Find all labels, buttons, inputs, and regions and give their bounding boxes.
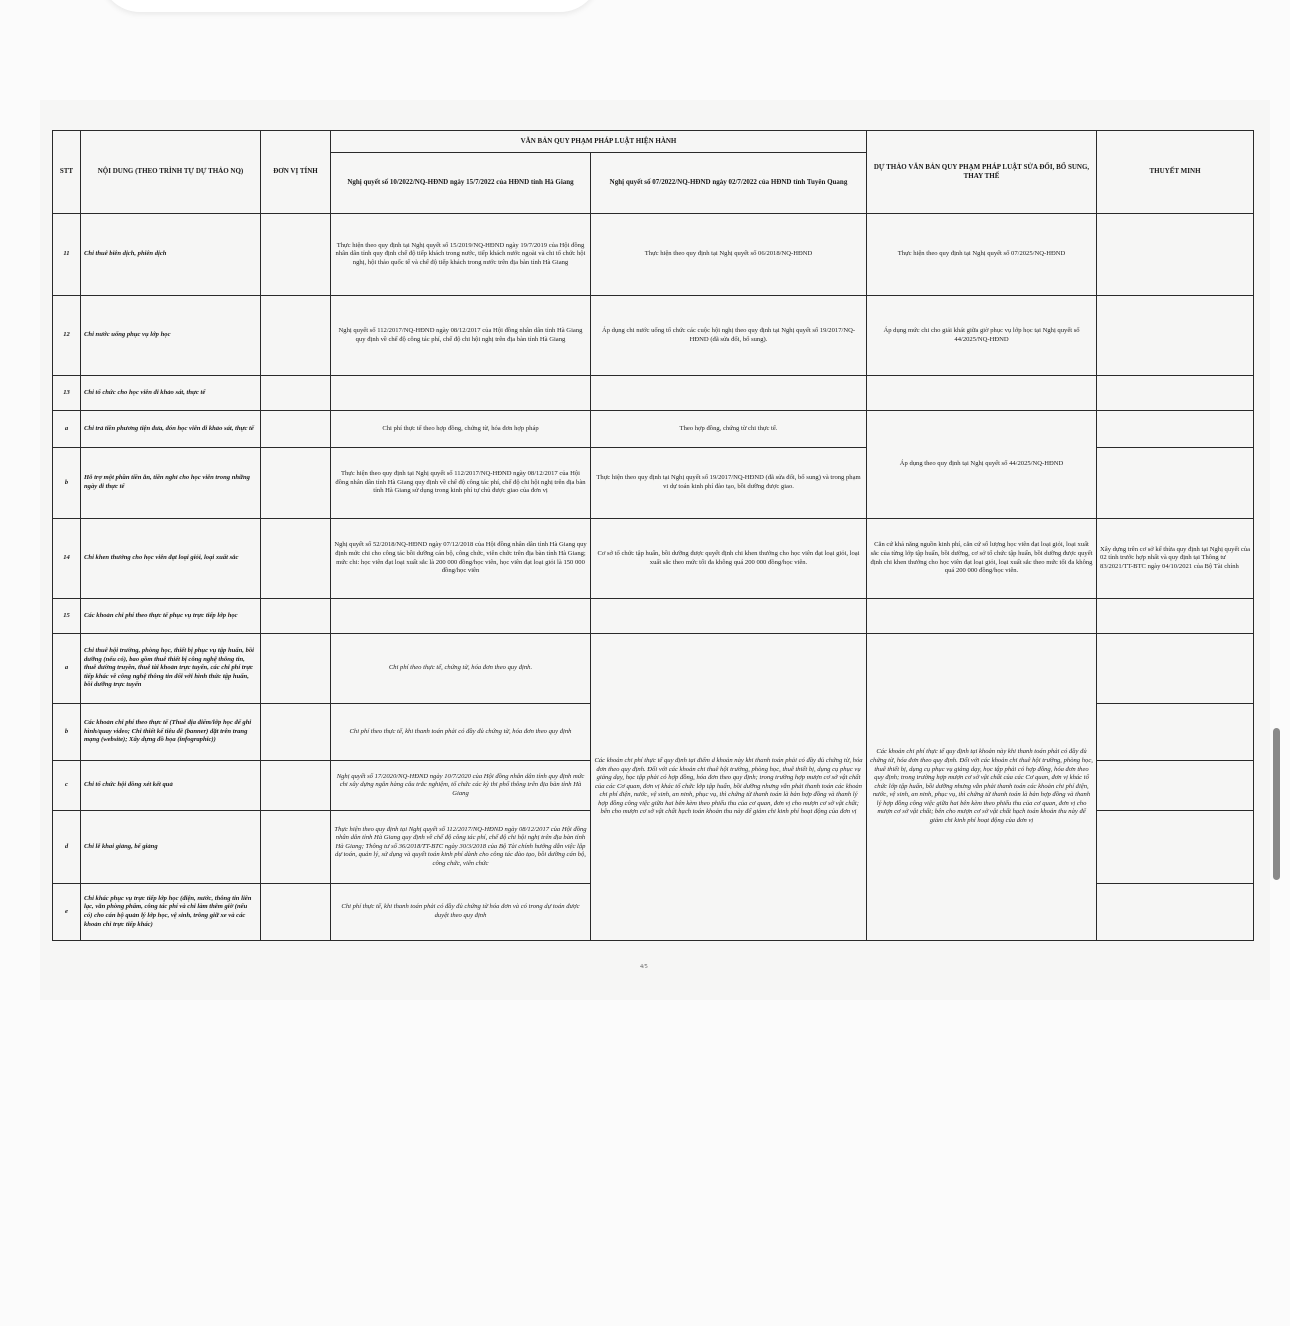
thuyet-minh bbox=[1097, 214, 1254, 296]
table-row bbox=[53, 296, 1254, 376]
header-stt: STT bbox=[53, 131, 81, 214]
ha-giang: Nghị quyết số 17/2020/NQ-HĐND ngày 10/7/2020 của Hội đồng nhân dân tỉnh quy định mức chi xây dựng ngân hàng câu trắc nghiệm, tổ chức các kỳ thi phổ thông trên địa bàn tỉnh Hà Giang bbox=[331, 761, 591, 811]
ha-giang: Chi phí theo thực tế, chứng từ, hóa đơn theo quy định. bbox=[331, 634, 591, 704]
don-vi bbox=[261, 296, 331, 376]
thuyet-minh bbox=[1097, 376, 1254, 411]
thuyet-minh bbox=[1097, 704, 1254, 761]
don-vi bbox=[261, 214, 331, 296]
don-vi bbox=[261, 519, 331, 599]
don-vi bbox=[261, 411, 331, 448]
stt: 13 bbox=[53, 376, 81, 411]
tuyen-quang: Thực hiện theo quy định tại Nghị quyết số 06/2018/NQ-HĐND bbox=[591, 214, 867, 296]
thuyet-minh bbox=[1097, 411, 1254, 448]
du-thao bbox=[867, 376, 1097, 411]
ha-giang: Nghị quyết số 52/2018/NQ-HĐND ngày 07/12/2018 của Hội đồng nhân dân tỉnh Hà Giang quy định mức chi cho công tác bồi dưỡng cán bộ, công chức, viên chức trên địa bàn tỉnh Hà Giang; mức chi: học viên đạt loại xuất sắc là 200 000 đồng/học viên, học viên đạt loại giỏi là 150 000 đồng/học viên bbox=[331, 519, 591, 599]
scrollbar[interactable] bbox=[1273, 728, 1280, 880]
tuyen-quang: Áp dụng chi nước uống tổ chức các cuộc hội nghị theo quy định tại Nghị quyết số 19/2017/NQ-HĐND (đã sửa đổi, bổ sung). bbox=[591, 296, 867, 376]
stt: d bbox=[53, 811, 81, 884]
noi-dung: Các khoản chi phí theo thực tế (Thuê địa điểm/lớp học để ghi hình/quay video; Chi thiết kế tiêu đề (banner) đặt trên trang mạng (website); Xây dựng đồ họa (infographic)) bbox=[81, 704, 261, 761]
ha-giang bbox=[331, 599, 591, 634]
ha-giang: Chi phí thực tế theo hợp đồng, chứng từ, hóa đơn hợp pháp bbox=[331, 411, 591, 448]
stt: b bbox=[53, 704, 81, 761]
table-row bbox=[53, 411, 1254, 448]
comparison-table bbox=[52, 130, 1254, 941]
du-thao bbox=[867, 599, 1097, 634]
top-overlay bbox=[100, 0, 600, 12]
stt: a bbox=[53, 634, 81, 704]
tuyen-quang: Theo hợp đồng, chứng từ chi thực tế. bbox=[591, 411, 867, 448]
du-thao: Thực hiện theo quy định tại Nghị quyết số 07/2025/NQ-HĐND bbox=[867, 214, 1097, 296]
don-vi bbox=[261, 884, 331, 941]
ha-giang: Chi phí theo thực tế, khi thanh toán phải có đầy đủ chứng từ, hóa đơn theo quy định bbox=[331, 704, 591, 761]
header-tuyen-quang: Nghị quyết số 07/2022/NQ-HĐND ngày 02/7/2022 của HĐND tỉnh Tuyên Quang bbox=[591, 153, 867, 214]
du-thao: Các khoản chi phí thực tế quy định tại khoản này khi thanh toán phải có đầy đủ chứng từ, hóa đơn theo quy định. Đối với các khoản chi thuê hội trường, phòng học, thuê thiết bị, dụng cụ phục vụ giảng dạy, học tập phải có hợp đồng, hóa đơn theo quy định; trong trường hợp mượn cơ sở vật chất của các Cơ quan, đơn vị khác tổ chức lớp tập huấn, bồi dưỡng nhưng vẫn phải thanh toán các khoản chi phí điện, nước, vệ sinh, an ninh, phục vụ, thì chứng từ thanh toán là bản hợp đồng và thanh lý hợp đồng công việc giữa hai bên kèm theo phiếu thu của cơ quan, đơn vị cho mượn cơ sở vật chất; bên cho mượn cơ sở vật chất hạch toán khoản thu này để giảm chi kinh phí hoạt động của đơn vị bbox=[867, 634, 1097, 941]
don-vi bbox=[261, 761, 331, 811]
thuyet-minh bbox=[1097, 599, 1254, 634]
don-vi bbox=[261, 376, 331, 411]
header-van-ban: VĂN BẢN QUY PHẠM PHÁP LUẬT HIỆN HÀNH bbox=[331, 131, 867, 153]
stt: b bbox=[53, 448, 81, 519]
noi-dung: Chi tổ chức cho học viên đi khảo sát, thực tế bbox=[81, 376, 261, 411]
ha-giang: Chi phí thực tế, khi thanh toán phải có đầy đủ chứng từ hóa đơn và có trong dự toán được duyệt theo quy định bbox=[331, 884, 591, 941]
noi-dung: Các khoản chi phí theo thực tế phục vụ trực tiếp lớp học bbox=[81, 599, 261, 634]
header-ha-giang: Nghị quyết số 10/2022/NQ-HĐND ngày 15/7/2022 của HĐND tỉnh Hà Giang bbox=[331, 153, 591, 214]
ha-giang: Thực hiện theo quy định tại Nghị quyết số 112/2017/NQ-HĐND ngày 08/12/2017 của Hội đồng nhân dân tỉnh Hà Giang quy định về chế độ công tác phí, chế độ chi hội nghị trên địa bàn tỉnh Hà Giang sử dụng trong kinh phí tự chủ được giao của đơn vị bbox=[331, 448, 591, 519]
table-row bbox=[53, 634, 1254, 704]
noi-dung: Chi lễ khai giảng, bế giảng bbox=[81, 811, 261, 884]
thuyet-minh bbox=[1097, 884, 1254, 941]
thuyet-minh bbox=[1097, 296, 1254, 376]
noi-dung: Hỗ trợ một phần tiền ăn, tiền nghỉ cho học viên trong những ngày đi thực tế bbox=[81, 448, 261, 519]
stt: 12 bbox=[53, 296, 81, 376]
du-thao: Áp dụng theo quy định tại Nghị quyết số 44/2025/NQ-HĐND bbox=[867, 411, 1097, 519]
noi-dung: Chi tổ chức hội đồng xét kết quả bbox=[81, 761, 261, 811]
tuyen-quang bbox=[591, 376, 867, 411]
tuyen-quang: Cơ sở tổ chức tập huấn, bồi dưỡng được quyết định chi khen thưởng cho học viên đạt loại giỏi, loại xuất sắc theo mức tối đa không quá 200 000 đồng/học viên. bbox=[591, 519, 867, 599]
stt: 15 bbox=[53, 599, 81, 634]
thuyet-minh: Xây dựng trên cơ sở kế thừa quy định tại Nghị quyết của 02 tỉnh trước hợp nhất và quy định tại Thông tư 83/2021/TT-BTC ngày 04/10/2021 của Bộ Tài chính bbox=[1097, 519, 1254, 599]
noi-dung: Chi thuê hội trường, phòng học, thiết bị phục vụ tập huấn, bồi dưỡng (nếu có), bao gồm thuê thiết bị công nghệ thông tin, thuê đường truyền, thuê tài khoản trực tuyến, các chi phí trực tiếp khác về công nghệ thông tin đối với hình thức tập huấn, bồi dưỡng trực tuyến bbox=[81, 634, 261, 704]
stt: c bbox=[53, 761, 81, 811]
du-thao: Áp dụng mức chi cho giải khát giữa giờ phục vụ lớp học tại Nghị quyết số 44/2025/NQ-HĐND bbox=[867, 296, 1097, 376]
stt: 14 bbox=[53, 519, 81, 599]
ha-giang: Thực hiện theo quy định tại Nghị quyết số 112/2017/NQ-HĐND ngày 08/12/2017 của Hội đồng nhân dân tỉnh Hà Giang quy định về chế độ công tác phí, chế độ chi hội nghị trên địa bàn tỉnh Hà Giang; Thông tư số 36/2018/TT-BTC ngày 30/3/2018 của Bộ Tài chính hướng dẫn việc lập dự toán, quản lý, sử dụng và quyết toán kinh phí dành cho công tác đào tạo, bồi dưỡng cán bộ, công chức, viên chức bbox=[331, 811, 591, 884]
ha-giang: Thực hiện theo quy định tại Nghị quyết số 15/2019/NQ-HĐND ngày 19/7/2019 của Hội đồng nhân dân tỉnh quy định chế độ tiếp khách trong nước, tiếp khách nước ngoài và chi tổ chức hội nghị, hội thảo quốc tế và chế độ tiếp khách trong nước trên địa bàn tỉnh Hà Giang bbox=[331, 214, 591, 296]
header-don-vi: ĐƠN VỊ TÍNH bbox=[261, 131, 331, 214]
don-vi bbox=[261, 634, 331, 704]
noi-dung: Chi nước uống phục vụ lớp học bbox=[81, 296, 261, 376]
noi-dung: Chi thuê biên dịch, phiên dịch bbox=[81, 214, 261, 296]
header-du-thao: DỰ THẢO VĂN BẢN QUY PHẠM PHÁP LUẬT SỬA ĐỔI, BỔ SUNG, THAY THẾ bbox=[867, 131, 1097, 214]
table-row bbox=[53, 599, 1254, 634]
header-noi-dung: NỘI DUNG (THEO TRÌNH TỰ DỰ THẢO NQ) bbox=[81, 131, 261, 214]
don-vi bbox=[261, 599, 331, 634]
ha-giang: Nghị quyết số 112/2017/NQ-HĐND ngày 08/12/2017 của Hội đồng nhân dân tỉnh Hà Giang quy định về chế độ công tác phí, chế độ chi hội nghị trên địa bàn tỉnh Hà Giang bbox=[331, 296, 591, 376]
noi-dung: Chi khác phục vụ trực tiếp lớp học (điện, nước, thông tin liên lạc, văn phòng phẩm, công tác phí và chi làm thêm giờ (nếu có) cho cán bộ quản lý lớp học, vệ sinh, trông giữ xe và các khoản chi trực tiếp khác) bbox=[81, 884, 261, 941]
thuyet-minh bbox=[1097, 448, 1254, 519]
du-thao: Căn cứ khả năng nguồn kinh phí, căn cứ số lượng học viên đạt loại giỏi, loại xuất sắc của từng lớp tập huấn, bồi dưỡng, cơ sở tổ chức tập huấn, bồi dưỡng được quyết định chi khen thưởng cho học viên đạt loại giỏi, loại xuất sắc theo mức tối đa không quá 200 000 đồng/học viên. bbox=[867, 519, 1097, 599]
don-vi bbox=[261, 704, 331, 761]
ha-giang bbox=[331, 376, 591, 411]
noi-dung: Chi khen thưởng cho học viên đạt loại giỏi, loại xuất sắc bbox=[81, 519, 261, 599]
header-thuyet-minh: THUYẾT MINH bbox=[1097, 131, 1254, 214]
table-row bbox=[53, 519, 1254, 599]
table-row bbox=[53, 214, 1254, 296]
tuyen-quang: Các khoản chi phí thực tế quy định tại điểm d khoản này khi thanh toán phải có đầy đủ chứng từ, hóa đơn theo quy định. Đối với các khoản chi thuê hội trường, phòng học, thuê thiết bị, dụng cụ phục vụ giảng dạy, học tập phải có hợp đồng, hóa đơn theo quy định; trong trường hợp mượn cơ sở vật chất của các Cơ quan, đơn vị khác tổ chức lớp tập huấn, bồi dưỡng nhưng vẫn phải thanh toán các khoản chi phí điện, nước, vệ sinh, an ninh, phục vụ, thì chứng từ thanh toán là bản hợp đồng và thanh lý hợp đồng công việc giữa hai bên kèm theo phiếu thu của cơ quan, đơn vị cho mượn cơ sở vật chất; bên cho mượn cơ sở vật chất hạch toán khoản thu này để giảm chi kinh phí hoạt động của đơn vị bbox=[591, 634, 867, 941]
stt: a bbox=[53, 411, 81, 448]
table-row bbox=[53, 376, 1254, 411]
don-vi bbox=[261, 811, 331, 884]
thuyet-minh bbox=[1097, 811, 1254, 884]
page-number: 4/5 bbox=[640, 964, 648, 970]
thuyet-minh bbox=[1097, 761, 1254, 811]
don-vi bbox=[261, 448, 331, 519]
thuyet-minh bbox=[1097, 634, 1254, 704]
stt: 11 bbox=[53, 214, 81, 296]
stt: e bbox=[53, 884, 81, 941]
tuyen-quang: Thực hiện theo quy định tại Nghị quyết số 19/2017/NQ-HĐND (đã sửa đổi, bổ sung) và trong phạm vi dự toán kinh phí đào tạo, bồi dưỡng được giao. bbox=[591, 448, 867, 519]
noi-dung: Chi trả tiền phương tiện đưa, đón học viên đi khảo sát, thực tế bbox=[81, 411, 261, 448]
tuyen-quang bbox=[591, 599, 867, 634]
